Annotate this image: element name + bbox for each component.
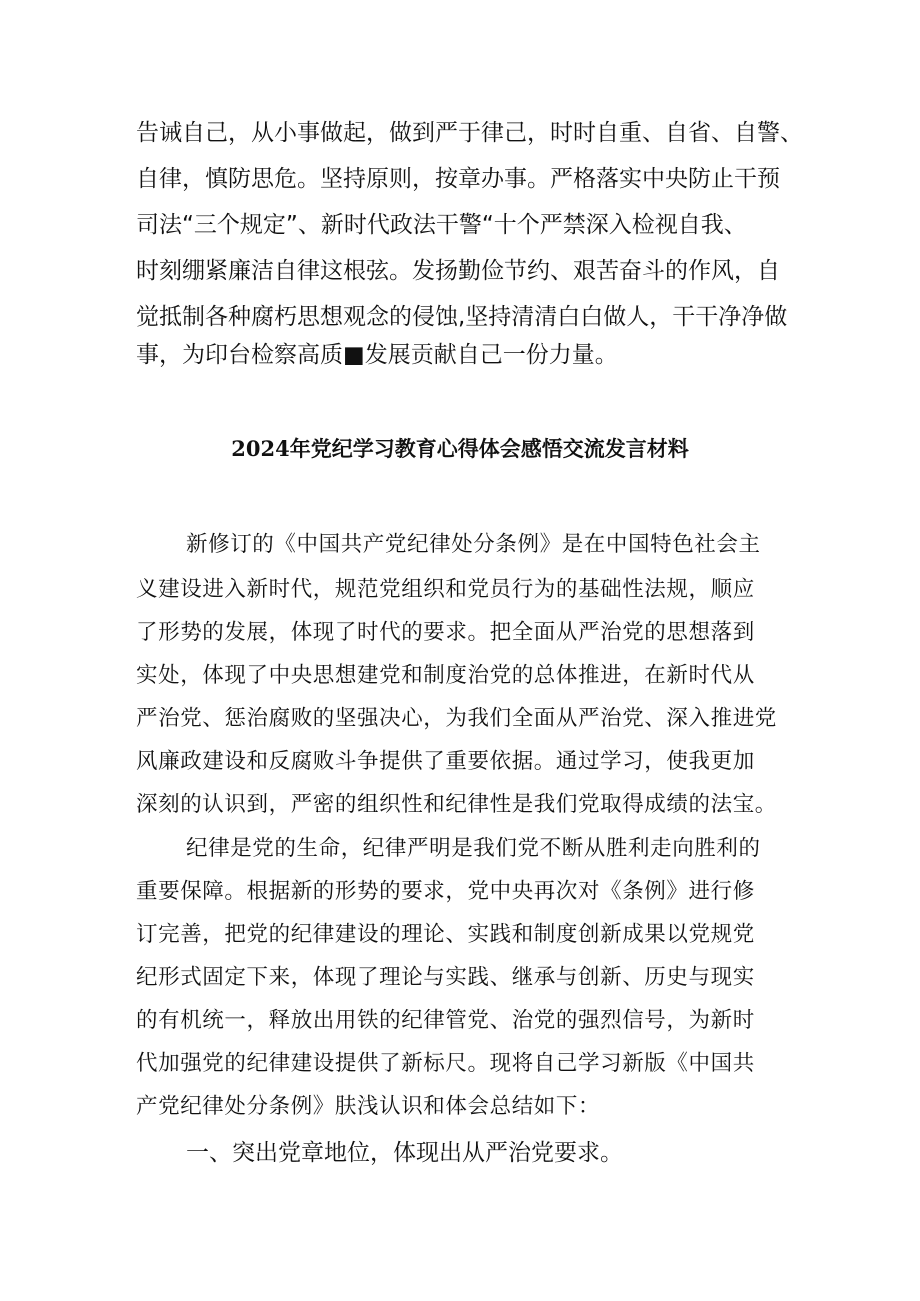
paragraph-1-line-3: 了形势的发展，体现了时代的要求。把全面从严治党的思想落到 [136, 620, 755, 645]
paragraph-2-line-1: 纪律是党的生命，纪律严明是我们党不断从胜利走向胜利的 [186, 836, 761, 861]
paragraph-1-line-6: 风廉政建设和反腐败斗争提供了重要依据。通过学习，使我更加 [136, 749, 755, 774]
paragraph-2-line-6: 代加强党的纪律建设提供了新标尺。现将自己学习新版《中国共 [136, 1051, 755, 1076]
top-paragraph-line-2: 自律，慎防思危。坚持原则，按章办事。严格落实中央防止干预 [136, 166, 780, 192]
top-paragraph-line-5: 觉抵制各种腐朽思想观念的侵蚀,坚持清清白白做人，干干净净做 [136, 304, 788, 330]
article-title: 2024年党纪学习教育心得体会感悟交流发言材料 [231, 436, 689, 461]
paragraph-2-line-4: 纪形式固定下来，体现了理论与实践、继承与创新、历史与现实 [136, 965, 755, 990]
top-paragraph-line-1: 告诫自己，从小事做起，做到严于律己，时时自重、自省、自警、 [136, 120, 803, 146]
top-paragraph-line-6: 事，为印台检察高质■发展贡献自己一份力量。 [136, 342, 618, 368]
paragraph-2-line-5: 的有机统一，释放出用铁的纪律管党、治党的强烈信号，为新时 [136, 1008, 755, 1033]
paragraph-2-line-3: 订完善，把党的纪律建设的理论、实践和制度创新成果以党规党 [136, 922, 755, 947]
paragraph-1-line-5: 严治党、惩治腐败的坚强决心，为我们全面从严治党、深入推进党 [136, 706, 777, 731]
section-heading: 一、突出党章地位，体现出从严治党要求。 [186, 1140, 623, 1166]
paragraph-1-line-4: 实处，体现了中央思想建党和制度治党的总体推进，在新时代从 [136, 663, 755, 688]
paragraph-1-line-7: 深刻的认识到，严密的组织性和纪律性是我们党取得成绩的法宝。 [136, 792, 777, 817]
paragraph-2-line-7: 产党纪律处分条例》肤浅认识和体会总结如下： [136, 1094, 601, 1119]
top-paragraph-line-4: 时刻绷紧廉洁自律这根弦。发扬勤俭节约、艰苦奋斗的作风，自 [136, 258, 780, 284]
paragraph-1-line-2: 义建设进入新时代，规范党组织和党员行为的基础性法规，顺应 [136, 577, 755, 602]
paragraph-2-line-2: 重要保障。根据新的形势的要求，党中央再次对《条例》进行修 [136, 879, 755, 904]
top-paragraph-line-3: 司法“三个规定”、新时代政法干警“十个严禁深入检视自我、 [136, 212, 747, 238]
paragraph-1-line-1: 新修订的《中国共产党纪律处分条例》是在中国特色社会主 [186, 532, 761, 557]
